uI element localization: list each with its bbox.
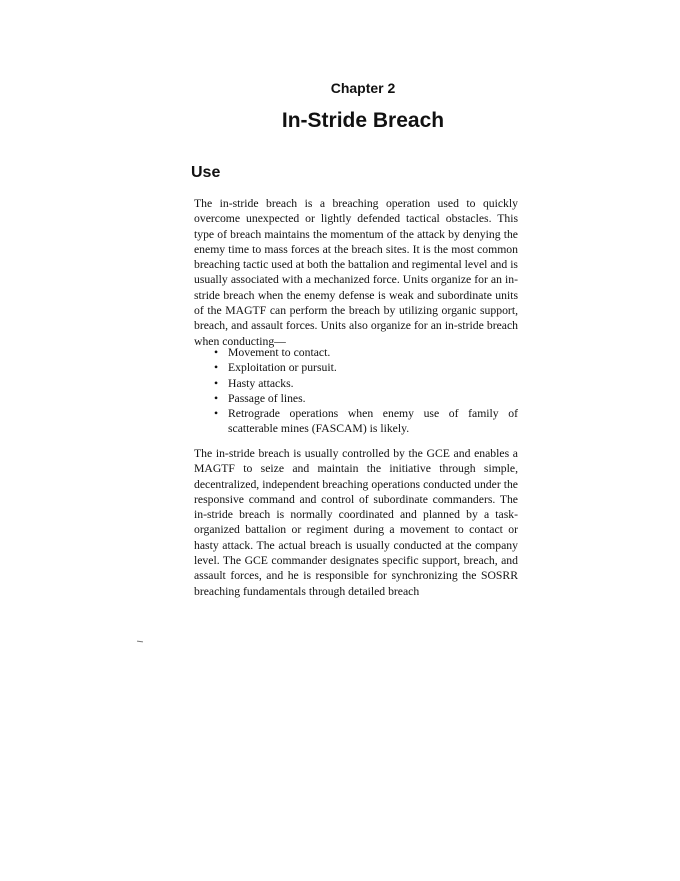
chapter-label: Chapter 2 bbox=[330, 80, 396, 96]
bullet-item: • Exploitation or pursuit. bbox=[214, 360, 518, 375]
scan-artifact-mark bbox=[137, 641, 143, 643]
bullet-item: • Retrograde operations when enemy use of family of scatterable mines (FASCAM) is likely. bbox=[214, 406, 518, 437]
bullet-item: • Movement to contact. bbox=[214, 345, 518, 360]
section-heading-use: Use bbox=[191, 164, 221, 181]
bullet-item: • Passage of lines. bbox=[214, 391, 518, 406]
conducting-bullet-list bbox=[214, 345, 518, 437]
bullet-item: • Hasty attacks. bbox=[214, 376, 518, 391]
paragraph-intro: The in-stride breach is a breaching operation used to quickly overcome unexpected or lightly defended tactical obstacles. This type of breach maintains the momentum of the attack by denying the enemy time to mass forces at the breach sites. It is the most common breaching tactic used at both the battalion and regimental level and is usually associated with a mechanized force. Units organize for an in-stride breach when the enemy defense is weak and subordinate units of the MAGTF can perform the breach by utilizing organic support, breach, and assault forces. Units also organize for an in-stride breach when conducting— bbox=[194, 197, 518, 348]
paragraph-control: The in-stride breach is usually controlled by the GCE and enables a MAGTF to seize and maintain the initiative through simple, decentralized, independent breaching operations conducted under the responsive command and control of subordinate commanders. The in-stride breach is normally coordinated and planned by a task-organized battalion or regiment during a movement to contact or hasty attack. The actual breach is usually conducted at the company level. The GCE commander designates specific support, breach, and assault forces, and he is responsible for synchronizing the SOSRR breaching fundamentals through detailed breach bbox=[194, 447, 518, 598]
chapter-title: In-Stride Breach bbox=[281, 109, 445, 132]
